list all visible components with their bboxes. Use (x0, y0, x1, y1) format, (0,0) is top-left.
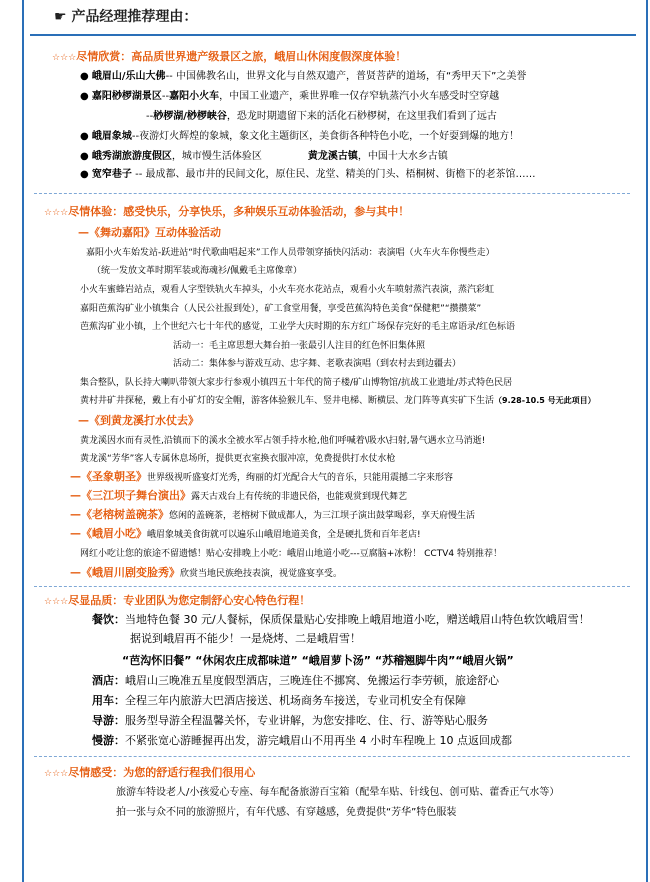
section-feel-heading: ☆☆☆尽情感受：为您的舒适行程我们很用心 (44, 766, 256, 779)
activity-line: 黄龙溪因水而有灵性,沿镇而下的溪水全被水军占领手持水枪,他们呼喊着\吸水\扫射,暑气遇水立马消逝! (80, 436, 486, 446)
meal-row: 餐饮：当地特色餐 30 元/人餐标，保质保量贴心安排晚上峨眉地道小吃，赠送峨眉山特色软饮峨眉雪！ (92, 613, 590, 626)
activity-line: 黄村井矿井探秘，戴上有小矿灯的安全帽，游客体验猴儿车、竖井电梯、断横层、龙门阵等真实矿下生活（9.28-10.5 号无此项目） (80, 396, 596, 406)
bullet-icon: ● (80, 91, 92, 102)
bullet-icon: ● (80, 151, 92, 162)
activity-line: 活动一：毛主席思想大舞台拍一张最引人注目的红色怀旧集体照 (173, 341, 426, 351)
slow-tour-row: 慢游：不紧张宽心游睡握再出发，游完峨眉山不用再坐 4 小时车程晚上 10 点返回成都 (92, 734, 512, 747)
activity-line: 网红小吃让您的旅途不留遗憾！贴心安排晚上小吃：峨眉山地道小吃---豆腐脑+冰粉！ CCTV4 特别推荐！ (80, 549, 502, 559)
activity-line: 小火车蜜蜂岩站点，观看人字型铁轨火车掉头，小火车亮水花站点，观看小火车喷射蒸汽表演，蒸汽彩虹 (80, 285, 495, 295)
service-line: 拍一张与众不同的旅游照片，有年代感、有穿越感，免费提供“芳华”特色服装 (116, 807, 457, 818)
activity-row: —《三江坝子舞台演出》露天古戏台上有传统的非遗民俗，也能观赏到现代舞艺 (70, 489, 408, 502)
bullet-icon: ● (80, 169, 92, 180)
activity-row: —《圣象朝圣》世界级视听盛宴灯光秀，绚丽的灯光配合大气的音乐，只能用震撼二字来形容 (70, 470, 454, 483)
car-row: 用车：全程三年内旅游大巴酒店接送、机场商务车接送，专业司机安全有保障 (92, 694, 466, 707)
section-divider (34, 193, 630, 194)
list-item: ● 峨眉山/乐山大佛-- 中国佛教名山，世界文化与自然双遗产，普贤菩萨的道场，有“秀甲天下”之美誉 (80, 71, 527, 82)
section-divider (34, 586, 630, 587)
page-title: 产品经理推荐理由： (71, 9, 198, 25)
list-item: ● 峨眉象城--夜游灯火辉煌的象城，象文化主题街区，美食街各种特色小吃，一个好耍到爆的地方！ (80, 131, 520, 142)
meal-line: 据说到峨眉再不能少！一是烧烤、二是峨眉雪！ (130, 632, 361, 645)
section-quality-heading: ☆☆☆尽显品质：专业团队为您定制舒心安心特色行程！ (44, 594, 311, 607)
activity-line: 集合整队，队长持大喇叭带领大家步行参观小镇四五十年代的简子楼/矿山博物馆/抗战工业遗址/苏式特色民居 (80, 378, 513, 388)
section-divider (34, 756, 630, 757)
service-line: 旅游车特设老人/小孩爱心专座、每车配备旅游百宝箱（配晕车贴、针线包、创可贴、藿香正气水等） (116, 787, 560, 798)
pointing-hand-icon: ☛ (54, 9, 67, 25)
dish-list: “芭沟怀旧餐” “休闲农庄成都味道” “峨眉萝卜汤” “苏稽翘脚牛肉”“峨眉火锅” (122, 654, 514, 667)
list-item: ● 峨秀湖旅游度假区，城市慢生活体验区 黄龙溪古镇，中国十大水乡古镇 (80, 151, 448, 162)
activity-line: 活动二：集体参与游戏互动、忠字舞、老歌表演唱（到农村去到边疆去） (173, 359, 462, 369)
activity-row: —《峨眉小吃》峨眉象城美食街就可以遍乐山峨眉地道美食，全是硬扎货和百年老店! (70, 527, 421, 540)
stars-icon: ☆☆☆ (44, 769, 69, 779)
activity-line: （统一发放文革时期军装或海魂衫/佩戴毛主席像章） (92, 266, 303, 276)
activity-line: 嘉阳小火车始发站-跃进站“时代歌曲唱起来”工作人员带领穿插快闪活动：表演唱（火车火车你慢些走） (86, 248, 495, 258)
list-item: ● 嘉阳桫椤湖景区--嘉阳小火车，中国工业遗产，乘世界唯一仅存窄轨蒸汽小火车感受时空穿越 (80, 91, 500, 102)
page-header (54, 6, 197, 26)
header-divider (30, 34, 636, 36)
activity-line: 芭蕉沟矿业小镇，上个世纪六七十年代的感觉，工业学大庆时期的东方红广场保存完好的毛主席语录/红色标语 (80, 322, 516, 332)
stars-icon: ☆☆☆ (52, 53, 77, 63)
section-experience-heading: ☆☆☆尽情体验：感受快乐，分享快乐，多种娱乐互动体验活动，参与其中！ (44, 205, 410, 218)
bullet-icon: ● (80, 71, 92, 82)
bullet-icon: ● (80, 131, 92, 142)
activity-line: 嘉阳芭蕉沟矿业小镇集合（人民公社报到处），矿工食堂用餐，享受芭蕉沟特色美食“保健粑”“攒攒菜” (80, 304, 482, 314)
stars-icon: ☆☆☆ (44, 208, 69, 218)
activity-row: —《峨眉川剧变脸秀》欣赏当地民族绝技表演，视觉盛宴享受。 (70, 566, 343, 579)
activity-row: —《老榕树盖碗茶》悠闲的盖碗茶，老榕树下做成都人，为三江坝子演出鼓掌喝彩，享天府慢生活 (70, 508, 476, 521)
activity-title: —《舞动嘉阳》互动体验活动 (78, 226, 221, 239)
guide-row: 导游：服务型导游全程温馨关怀，专业讲解，为您安排吃、住、行、游等贴心服务 (92, 714, 488, 727)
stars-icon: ☆☆☆ (44, 597, 69, 607)
activity-line: 黄龙溪“芳华”客人专属休息场所，提供更衣室换衣服冲凉，免费提供打水仗水枪 (80, 454, 396, 464)
list-item: ● 宽窄巷子 -- 最成都、最市井的民间文化，原住民、龙堂、精美的门头、梧桐树、街檐下的老茶馆…… (80, 169, 536, 180)
activity-title: —《到黄龙溪打水仗去》 (78, 414, 199, 427)
section-enjoy-heading: ☆☆☆尽情欣赏：高品质世界遗产级景区之旅，峨眉山休闲度假深度体验！ (52, 50, 407, 63)
list-item: --桫椤湖/桫椤峡谷，恐龙时期遗留下来的活化石桫椤树，在这里我们看到了远古 (146, 111, 497, 122)
hotel-row: 酒店：峨眉山三晚准五星度假型酒店，三晚连住不挪窝、免搬运行李劳顿，旅途舒心 (92, 674, 499, 687)
